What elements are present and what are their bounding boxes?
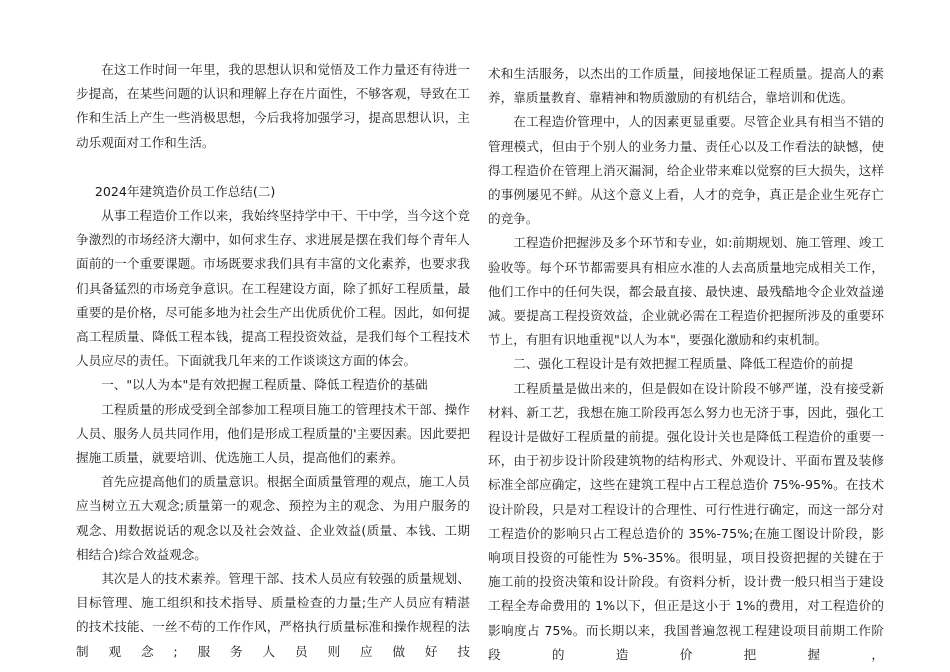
paragraph-intro: 在这工作时间一年里，我的思想认识和觉悟及工作力量还有待进一步提高，在某些问题的认识和理解上存在片面性，不够客观，导致在工作和生活上产生一些消极思想，今后我将加强学习，提高思想认识，主动乐观面对工作和生活。 [76, 62, 470, 150]
paragraph-continued: 术和生活服务，以杰出的工作质量，间接地保证工程质量。提高人的素养，靠质量教育、靠精神和物质激励的有机结合，靠培训和优选。 [488, 66, 884, 106]
heading-two: 二、强化工程设计是有效把握工程质量、降低工程造价的前提 [513, 356, 854, 372]
paragraph-human-factor: 在工程造价管理中，人的因素更显重要。尽管企业具有相当不错的管理模式，但由于个别人的业务力量、责任心以及工作看法的缺憾，使得工程造价在管理上消灭漏洞，给企业带来难以觉察的巨大损失，这样的事例屡见不鲜。从这个意义上看，人才的竞争，真正是企业生死存亡的竞争。 [488, 114, 884, 227]
paragraph-quality-awareness: 首先应提高他们的质量意识。根据全面质量管理的观点，施工人员应当树立五大观念;质量第一的观念、预控为主的观念、为用户服务的观念、用数据说话的观念以及社会效益、企业效益(质量、本钱、工期相结合)综合效益观念。 [76, 474, 470, 562]
paragraph-technical-quality: 其次是人的技术素养。管理干部、技术人员应有较强的质量规划、目标管理、施工组织和技术指导、质量检查的力量;生产人员应有精湛的技术技能、一丝不苟的工作作风，严格执行质量标准和操作规程的法制观念;服务人员则应做好技 [76, 571, 470, 659]
right-column [488, 62, 884, 667]
left-column [76, 58, 470, 664]
paragraph-background: 从事工程造价工作以来，我始终坚持学中干、干中学，当今这个竞争激烈的市场经济大潮中，如何求生存、求进展是摆在我们每个青年人面前的一个重要课题。市场既要求我们具有丰富的文化素养，也要求我们具备猛烈的市场竞争意识。在工程建设方面，除了抓好工程质量，最重要的是价格，尽可能多地为社会生产出优质优价工程。因此，如何提高工程质量、降低工程本钱，提高工程投资效益，是我们每个工程技术人员应尽的责任。下面就我几年来的工作谈谈这方面的体会。 [76, 208, 470, 369]
heading-one: 一、"以人为本"是有效把握工程质量、降低工程造价的基础 [101, 377, 428, 393]
paragraph-quality-formation: 工程质量的形成受到全部参加工程项目施工的管理技术干部、操作人员、服务人员共同作用，他们是形成工程质量的'主要因素。因此要把握施工质量，就要培训、优选施工人员，提高他们的素养。 [76, 401, 470, 466]
section-title: 2024年建筑造价员工作总结(二) [94, 183, 276, 199]
paragraph-design-stage: 工程质量是做出来的，但是假如在设计阶段不够严谨，没有接受新材料、新工艺，我想在施工阶段再怎么努力也无济于事，因此，强化工程设计是做好工程质量的前提。强化设计关也是降低工程造价的重要一环，由于初步设计阶段建筑物的结构形式、外观设计、平面布置及装修标准全部应确定，这些在建筑工程中占工程总造价 75%-95%。在技术设计阶段，只是对工程设计的合理性、可行性进行确定，而这一部分对工程造价的影响只占工程总造价的 35%-75%;在施工图设计阶段，影响项目投资的可能性为 5%-35%。很明显，项目投资把握的关键在于施工前的投资决策和设计阶段。有资料分析，设计费一般只相当于建设工程全寿命费用的 1%以下，但正是这小于 1%的费用，对工程造价的影响度占 75%。而长期以来，我国普遍忽视工程建设项目前期工作阶段的造价把握， [488, 380, 884, 662]
paragraph-cost-control: 工程造价把握涉及多个环节和专业，如:前期规划、施工管理、竣工验收等。每个环节都需要具有相应水准的人去高质量地完成相关工作，他们工作中的任何失误，都会最直接、最快速、最残酷地令企业效益递减。要提高工程投资效益，企业就必需在工程造价把握所涉及的重要环节上，有胆有识地重视"以人为本"，要强化激励和约束机制。 [488, 235, 884, 348]
